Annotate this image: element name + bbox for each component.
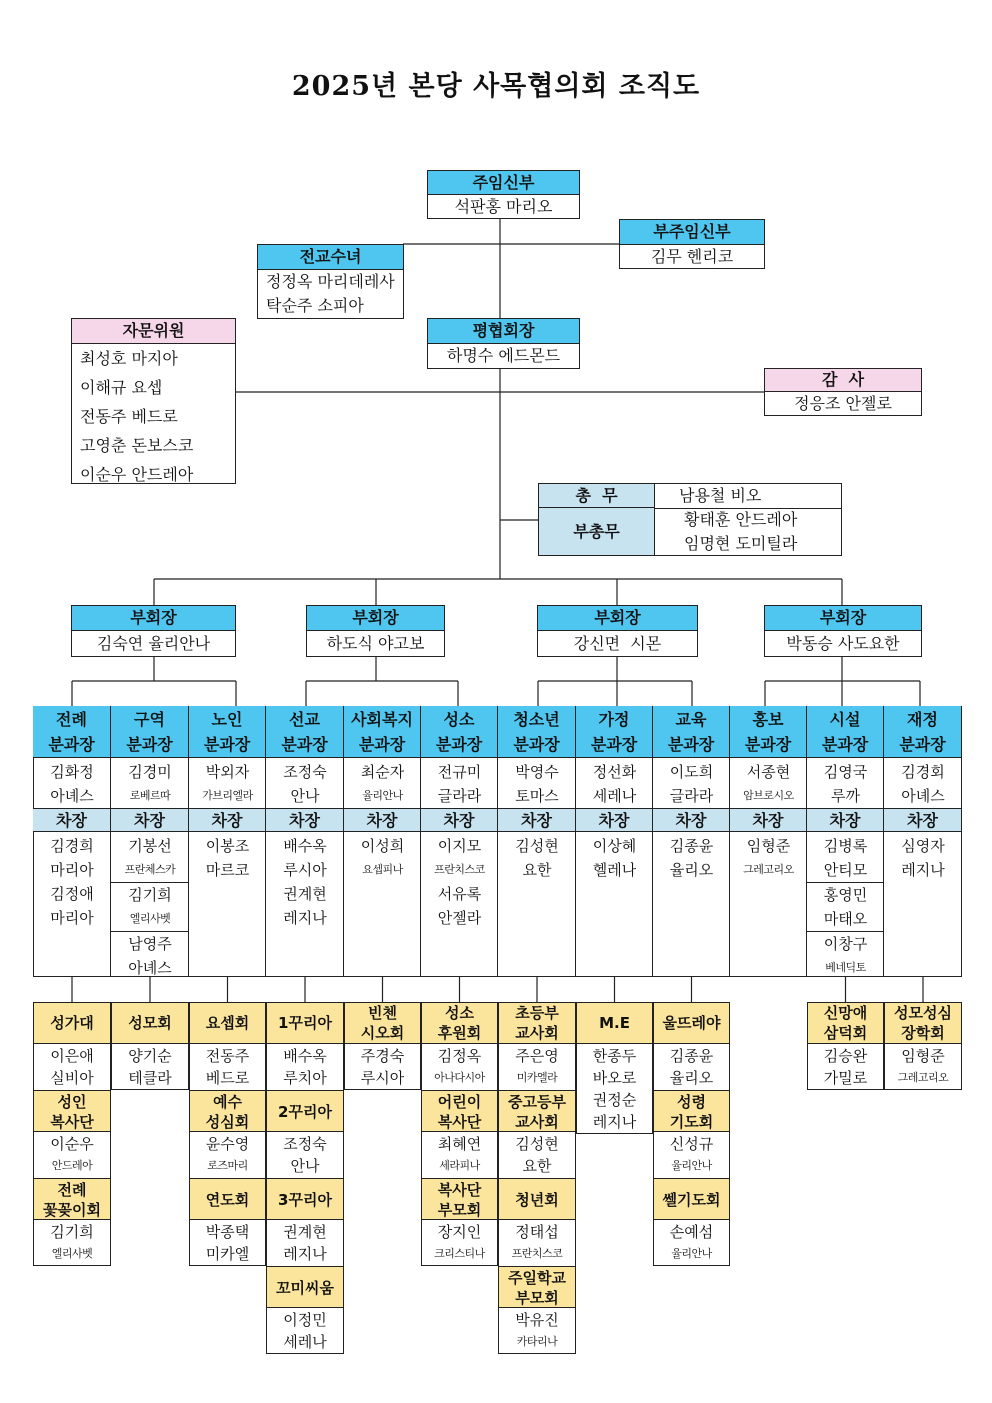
group-title-line: 복사단 (50, 1113, 94, 1131)
chair-box (427, 318, 580, 369)
group-column-frame (111, 1002, 189, 1090)
department-name (576, 706, 653, 758)
department-name (653, 706, 730, 758)
group-member: 이순우 (50, 1135, 94, 1153)
advisor-name: 전동주 베드로 (80, 407, 178, 426)
group-member: 최혜연 (437, 1135, 482, 1153)
group-member: 율리오 (669, 1069, 714, 1087)
department-name (421, 706, 498, 758)
deputy-label: 차장 (576, 808, 653, 832)
deputy-name: 그레고리오 (743, 863, 794, 876)
group-member: 권정순 (592, 1091, 637, 1109)
group-title-line: 교사회 (515, 1024, 559, 1042)
group-column-frame (884, 1002, 962, 1090)
group-member: 세라피나 (439, 1159, 480, 1172)
group-member: 미카엘 (205, 1245, 250, 1263)
deputy-name: 배수옥 (283, 837, 327, 855)
group-member: 율리안나 (671, 1247, 712, 1260)
group-title-line: M.E (599, 1014, 630, 1032)
vice-president-title: 부회장 (307, 606, 444, 631)
group-member: 임형준 (901, 1047, 945, 1065)
group-member: 루시아 (360, 1069, 405, 1087)
department-head: 박영수 (515, 763, 559, 781)
page-title: 2025년 본당 사목협의회 조직도 (291, 71, 701, 102)
assistant-pastor-title: 부주임신부 (620, 220, 764, 245)
group-column-frame (807, 1002, 884, 1090)
group-title-line: 성심회 (205, 1113, 250, 1131)
department-head: 최순자 (360, 763, 405, 781)
department-name-line: 분과장 (590, 735, 638, 754)
department-name-line: 분과장 (358, 735, 406, 754)
group-member: 실비아 (50, 1069, 94, 1087)
deputy-name: 헬레나 (592, 861, 637, 879)
department-name-line: 분과장 (126, 735, 173, 754)
group-member: 한종두 (592, 1047, 637, 1065)
department-head: 세레나 (592, 787, 637, 805)
group-member: 양기순 (128, 1047, 172, 1065)
deputy-name: 임형준 (746, 837, 791, 855)
department-name (266, 706, 344, 758)
deputy-name: 레지나 (283, 909, 327, 927)
auditor-box (764, 368, 922, 416)
deputy-label: 차장 (421, 808, 498, 832)
group-member: 루치아 (283, 1069, 327, 1087)
department-name (807, 706, 884, 758)
department-head: 정선화 (592, 763, 637, 781)
department-name (344, 706, 421, 758)
department-name-line: 재정 (907, 710, 938, 729)
department-head: 이도희 (669, 763, 714, 781)
advisor-name: 이순우 안드레아 (80, 465, 194, 484)
department-name-line: 시설 (829, 710, 861, 729)
department-name (884, 706, 962, 758)
group-title-line: 복사단 (437, 1113, 482, 1131)
department-head: 율리안나 (362, 789, 403, 802)
deputy-name: 안젤라 (437, 909, 482, 927)
group-title-line: 부모회 (515, 1289, 559, 1307)
deputy-name: 프란치스코 (434, 863, 485, 876)
department-name-line: 분과장 (513, 735, 560, 754)
department-name-line: 선교 (289, 710, 320, 729)
department-head: 박외자 (205, 763, 250, 781)
group-member: 요한 (522, 1157, 552, 1175)
deputy-label: 차장 (344, 808, 421, 832)
group-title-line: 초등부 (515, 1004, 559, 1022)
department-head: 전규미 (437, 763, 482, 781)
chair-name: 하명수 에드몬드 (446, 346, 561, 365)
column-divider (961, 706, 962, 977)
group-member: 미카엘라 (516, 1071, 558, 1084)
group-title-line: 예수 (213, 1093, 242, 1111)
group-member: 크리스티나 (434, 1247, 485, 1260)
group-title-line: 장학회 (901, 1024, 945, 1042)
sister-name: 정정옥 마리데레사 (266, 272, 395, 291)
department-name-line: 분과장 (899, 735, 946, 754)
department-head: 아녜스 (901, 787, 945, 805)
vice-secretary-title: 부총무 (539, 508, 655, 555)
group-member: 장지인 (437, 1223, 482, 1241)
group-title-line: 삼덕회 (823, 1024, 868, 1042)
department-name (189, 706, 266, 758)
sister-box (257, 244, 404, 319)
deputy-name: 홍영민 (823, 886, 868, 904)
advisors-box (71, 318, 236, 484)
advisor-name: 이해규 요셉 (80, 378, 163, 397)
department-name-line: 사회복지 (351, 710, 413, 729)
secretary-box (538, 483, 842, 556)
department-head: 김화정 (50, 763, 94, 781)
department-head: 서종현 (746, 763, 791, 781)
department-head: 김영국 (823, 763, 868, 781)
group-title-line: 성모성심 (894, 1004, 952, 1022)
group-title-line: 2꾸리아 (278, 1103, 332, 1121)
group-column-frame (576, 1002, 653, 1134)
group-title-line: 시오회 (360, 1024, 405, 1042)
deputy-name: 아녜스 (128, 959, 172, 977)
department-head: 김경회 (901, 763, 945, 781)
group-member: 박종택 (205, 1223, 250, 1241)
group-member: 김정옥 (437, 1047, 482, 1065)
department-head: 루까 (831, 787, 860, 805)
department-head: 아녜스 (50, 787, 94, 805)
pastor-title: 주임신부 (428, 171, 579, 195)
group-member: 프란치스코 (511, 1247, 563, 1260)
deputy-name: 이지모 (437, 837, 482, 855)
group-title-line: 기도회 (669, 1113, 714, 1131)
group-member: 이은애 (50, 1047, 94, 1065)
deputy-name: 루시아 (283, 861, 327, 879)
deputy-label: 차장 (730, 808, 807, 832)
deputy-name: 마르코 (205, 861, 250, 879)
vice-president-box (764, 605, 922, 657)
group-title-line: 부모회 (437, 1201, 482, 1219)
group-column-frame (421, 1002, 498, 1266)
deputy-name: 김병록 (823, 837, 868, 855)
department-head: 토마스 (515, 787, 559, 805)
vice-secretary-name: 황태훈 안드레아 (684, 510, 798, 529)
group-member: 레지나 (283, 1245, 327, 1263)
deputy-name: 김정애 (50, 885, 94, 903)
group-title-line: 쎌기도회 (662, 1191, 721, 1209)
group-title-line: 중고등부 (508, 1093, 566, 1111)
department-head: 조정숙 (283, 763, 327, 781)
group-title-line: 울뜨레야 (662, 1014, 721, 1032)
department-head: 글라라 (669, 787, 714, 805)
auditor-name: 정응조 안젤로 (794, 394, 892, 413)
department-name-line: 청소년 (513, 710, 560, 729)
deputy-name: 마태오 (823, 910, 868, 928)
vice-president-name: 강신면 시몬 (573, 634, 662, 653)
deputy-name: 권계현 (283, 885, 327, 903)
pastor-box (427, 170, 580, 219)
group-member: 주은영 (515, 1047, 559, 1065)
vice-president-name: 김숙연 율리안나 (96, 634, 211, 653)
group-member: 그레고리오 (897, 1071, 949, 1084)
group-member: 안나 (290, 1157, 320, 1175)
group-member: 안드레아 (51, 1159, 93, 1172)
group-member: 손예섬 (669, 1223, 714, 1241)
department-head: 안나 (290, 787, 320, 805)
group-title-line: 1꾸리아 (278, 1014, 332, 1032)
vice-president-box (306, 605, 445, 657)
group-member: 김성현 (515, 1135, 559, 1153)
department-name-line: 분과장 (435, 735, 483, 754)
group-column-frame (653, 1002, 730, 1266)
group-title-line: 요셉회 (205, 1014, 250, 1032)
deputy-name: 이상혜 (592, 837, 637, 855)
deputy-name: 율리오 (669, 861, 714, 879)
group-member: 정태섭 (515, 1223, 559, 1241)
group-column-frame (33, 1002, 111, 1266)
department-name-line: 분과장 (821, 735, 869, 754)
department-name-line: 분과장 (667, 735, 715, 754)
deputy-label: 차장 (33, 808, 111, 832)
department-name-line: 전례 (56, 710, 87, 729)
advisor-name: 최성호 마지아 (80, 349, 178, 368)
group-member: 김기희 (50, 1223, 94, 1241)
sister-name: 탁순주 소피아 (266, 296, 364, 315)
advisors-title: 자문위원 (72, 319, 235, 344)
deputy-name: 레지나 (901, 861, 945, 879)
deputy-name: 서유록 (437, 885, 482, 903)
deputy-name: 심영자 (901, 837, 945, 855)
group-column-frame (266, 1002, 344, 1354)
deputy-label: 차장 (266, 808, 344, 832)
pastor-name: 석판홍 마리오 (454, 197, 553, 216)
deputy-name: 이창구 (823, 935, 868, 953)
group-title-line: 전례 (57, 1181, 87, 1199)
vice-president-title: 부회장 (765, 606, 921, 631)
group-member: 이정민 (283, 1311, 327, 1329)
group-title-line: 연도회 (205, 1191, 250, 1209)
group-title-line: 주일학교 (508, 1269, 566, 1287)
department-name (111, 706, 189, 758)
group-member: 배수옥 (283, 1047, 327, 1065)
deputy-label: 차장 (189, 808, 266, 832)
deputy-name: 기봉선 (128, 837, 172, 855)
group-title-line: 성모회 (128, 1014, 172, 1032)
deputy-name: 남영주 (128, 935, 172, 953)
group-title-line: 성소 (445, 1004, 474, 1022)
deputy-name: 프란체스카 (124, 863, 176, 876)
deputy-label: 차장 (111, 808, 189, 832)
group-member: 베드로 (205, 1069, 250, 1087)
group-member: 조정숙 (283, 1135, 327, 1153)
group-title-line: 꼬미씨움 (276, 1279, 334, 1297)
department-name-line: 구역 (134, 710, 165, 729)
deputy-name: 김성현 (515, 837, 559, 855)
deputy-label: 차장 (498, 808, 576, 832)
deputy-name: 마리아 (50, 909, 94, 927)
group-title-line: 성가대 (50, 1014, 94, 1032)
group-title-line: 복사단 (437, 1181, 482, 1199)
vice-president-name: 하도식 야고보 (326, 634, 425, 653)
deputy-name: 이봉조 (205, 837, 250, 855)
department-head: 로베르따 (129, 789, 171, 802)
group-member: 레지나 (592, 1113, 637, 1131)
group-title-line: 빈첸 (368, 1004, 397, 1022)
group-member: 엘리사벳 (51, 1247, 93, 1260)
group-member: 세레나 (283, 1333, 327, 1351)
deputy-name: 엘리사벳 (129, 912, 171, 925)
deputy-name: 안티모 (823, 861, 868, 879)
deputy-name: 요한 (522, 861, 552, 879)
deputy-name: 베네딕토 (825, 961, 866, 974)
vice-president-title: 부회장 (72, 606, 235, 631)
group-member: 윤수영 (205, 1135, 250, 1153)
department-name-line: 노인 (211, 710, 243, 729)
deputy-name: 김종윤 (669, 837, 714, 855)
group-title-line: 성령 (677, 1093, 706, 1111)
group-title-line: 꽃꽂이회 (43, 1201, 101, 1219)
group-member: 테클라 (128, 1069, 172, 1087)
sister-title: 전교수녀 (258, 245, 403, 270)
department-head: 암브로시오 (743, 789, 794, 802)
group-member: 바오로 (592, 1069, 637, 1087)
group-title-line: 교사회 (515, 1113, 559, 1131)
group-column-frame (189, 1002, 266, 1266)
group-member: 김종윤 (669, 1047, 714, 1065)
deputy-name: 이성희 (360, 837, 405, 855)
department-name (33, 706, 111, 758)
deputy-name: 마리아 (50, 861, 94, 879)
department-name (498, 706, 576, 758)
vice-president-title: 부회장 (538, 606, 697, 631)
department-name-line: 분과장 (744, 735, 792, 754)
deputy-label: 차장 (653, 808, 730, 832)
department-name (730, 706, 807, 758)
group-column-frame (498, 1002, 576, 1354)
group-member: 가밀로 (823, 1069, 868, 1087)
group-member: 신성규 (669, 1135, 714, 1153)
chair-title: 평협회장 (428, 319, 579, 344)
group-title-line: 후원회 (437, 1024, 482, 1042)
deputy-name: 김경희 (50, 837, 94, 855)
secretary-name: 남용철 비오 (679, 486, 762, 505)
group-member: 전동주 (205, 1047, 250, 1065)
group-member: 로즈마리 (207, 1159, 248, 1172)
group-member: 박유진 (515, 1311, 559, 1329)
auditor-title: 감 사 (765, 369, 921, 392)
department-name-line: 가정 (598, 710, 630, 729)
group-member: 아나다시아 (434, 1071, 485, 1084)
group-title-line: 3꾸리아 (278, 1191, 332, 1209)
department-head: 글라라 (437, 787, 482, 805)
group-member: 율리안나 (671, 1159, 712, 1172)
group-title-line: 어린이 (437, 1093, 482, 1111)
deputy-label: 차장 (807, 808, 884, 832)
vice-president-name: 박동승 사도요한 (786, 634, 900, 653)
group-member: 권계현 (283, 1223, 327, 1241)
group-title-line: 성인 (57, 1093, 87, 1111)
assistant-pastor-name: 김무 헨리코 (650, 247, 734, 266)
deputy-name: 김기희 (128, 886, 172, 904)
vice-president-box (537, 605, 698, 657)
group-column-frame (344, 1002, 421, 1090)
deputy-name: 요셉피나 (362, 863, 403, 876)
department-name-line: 성소 (443, 710, 475, 729)
deputy-label: 차장 (884, 808, 962, 832)
department-name-line: 홍보 (752, 710, 784, 729)
department-name-line: 교육 (675, 710, 707, 729)
department-head: 가브리엘라 (202, 789, 253, 802)
assistant-pastor-box (619, 219, 765, 269)
group-title-line: 신망애 (823, 1004, 868, 1022)
department-name-line: 분과장 (281, 735, 328, 754)
group-title-line: 청년회 (515, 1191, 559, 1209)
vice-secretary-name: 임명현 도미틸라 (684, 534, 798, 553)
secretary-title: 총 무 (539, 484, 655, 508)
group-member: 주경숙 (360, 1047, 405, 1065)
department-name-line: 분과장 (203, 735, 251, 754)
vice-president-box (71, 605, 236, 657)
advisor-name: 고영춘 돈보스코 (80, 436, 194, 455)
group-member: 김승완 (823, 1047, 868, 1065)
group-member: 카타리나 (516, 1335, 558, 1348)
department-name-line: 분과장 (48, 735, 95, 754)
department-head: 김경미 (128, 763, 172, 781)
